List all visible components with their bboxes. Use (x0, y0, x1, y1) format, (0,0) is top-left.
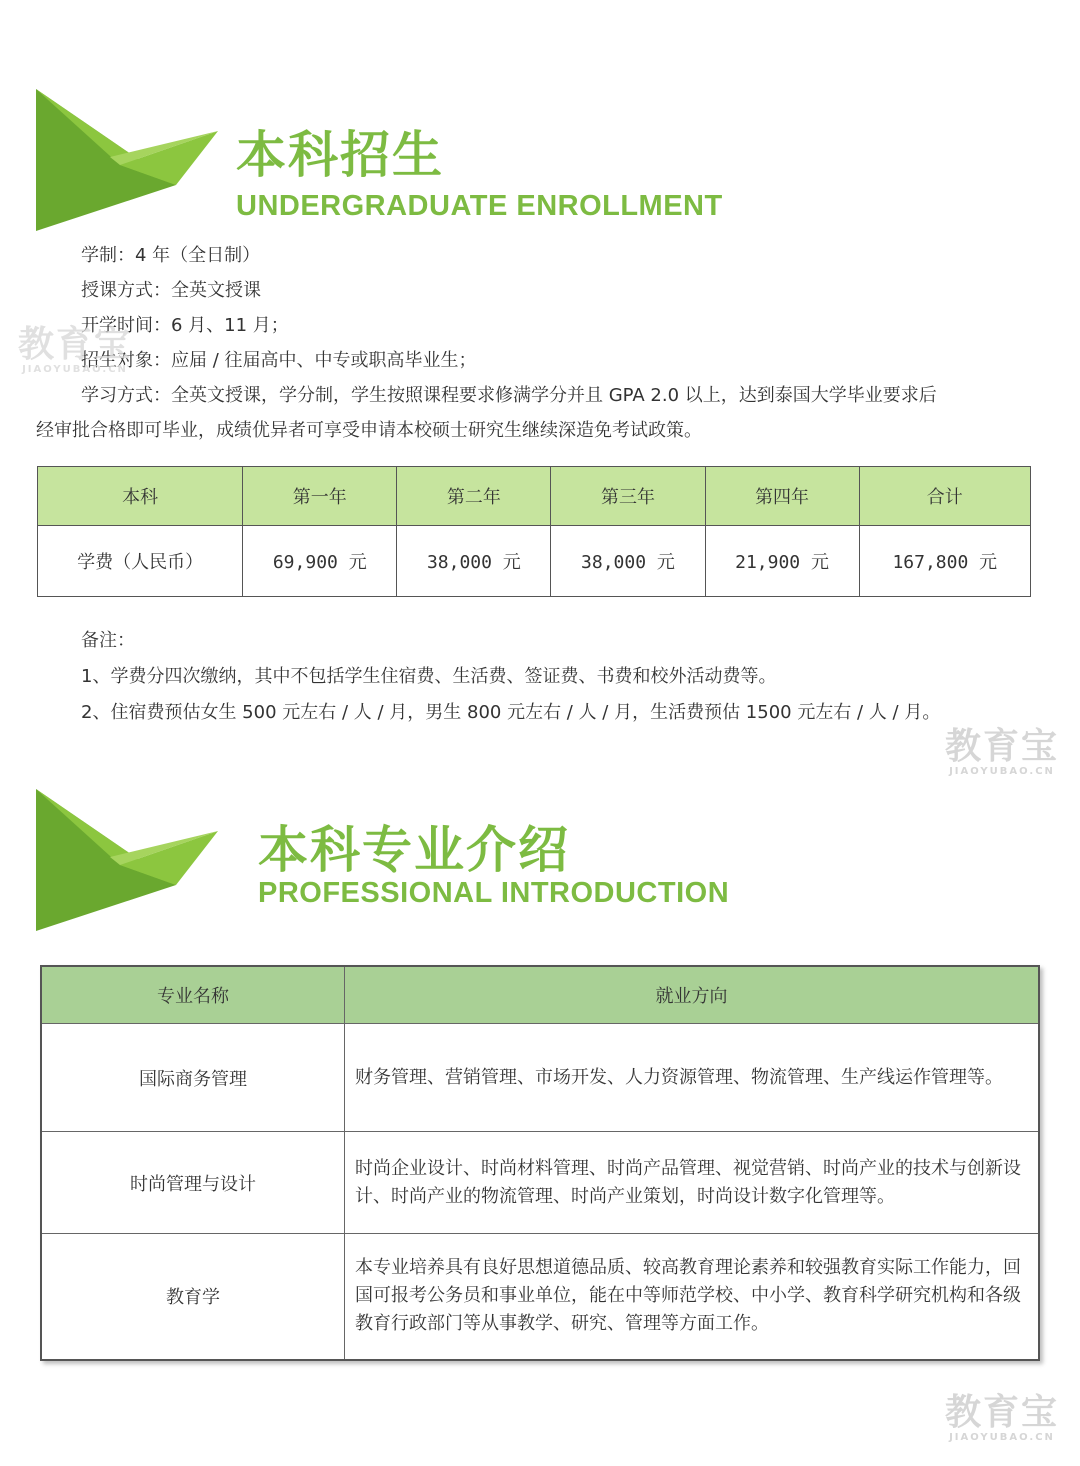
note-item: 1、学费分四次缴纳，其中不包括学生住宿费、生活费、签证费、书费和校外活动费等。 (81, 666, 777, 687)
table-row (41, 1234, 1039, 1360)
header-cell: 第一年 (243, 467, 397, 526)
fee-year4: 21,900 元 (705, 526, 859, 597)
header-cell: 第三年 (551, 467, 705, 526)
section-subtitle: PROFESSIONAL INTRODUCTION (258, 877, 730, 909)
tuition-table (37, 466, 1031, 597)
major-career: 时尚企业设计、时尚材料管理、时尚产品管理、视觉营销、时尚产业的技术与创新设计、时尚产业的物流管理、时尚产业策划，时尚设计数字化管理等。 (345, 1132, 1040, 1234)
header-cell: 第二年 (397, 467, 551, 526)
header-cell: 就业方向 (345, 966, 1040, 1024)
header-cell: 专业名称 (41, 966, 345, 1024)
major-career: 本专业培养具有良好思想道德品质、较高教育理论素养和较强教育实际工作能力，回国可报考公务员和事业单位，能在中等师范学校、中小学、教育科学研究机构和各级教育行政部门等从事教学、研究、管理等方面工作。 (345, 1234, 1040, 1360)
section-header-enrollment (0, 85, 800, 235)
notes (36, 623, 1036, 731)
major-name: 教育学 (41, 1234, 345, 1360)
section-subtitle: UNDERGRADUATE ENROLLMENT (236, 190, 723, 222)
row-label: 学费（人民币） (38, 526, 243, 597)
section-header-majors (0, 785, 800, 935)
majors-table (40, 965, 1040, 1361)
info-start-time: 开学时间：6 月、11 月； (81, 315, 289, 336)
fee-year2: 38,000 元 (397, 526, 551, 597)
info-target: 招生对象：应届 / 往届高中、中专或职高毕业生； (81, 350, 477, 371)
table-header-row (41, 966, 1039, 1024)
watermark-logo (18, 326, 132, 375)
green-arrow-icon (0, 85, 230, 235)
info-study-mode-cont: 经审批合格即可毕业，成绩优异者可享受申请本校硕士研究生继续深造免考试政策。 (36, 420, 702, 441)
watermark-brand: 教育宝 (945, 1392, 1060, 1433)
info-teaching-mode: 授课方式：全英文授课 (81, 280, 261, 301)
enrollment-info (36, 238, 1036, 448)
header-cell: 本科 (38, 467, 243, 526)
fee-year3: 38,000 元 (551, 526, 705, 597)
table-header-row (38, 467, 1031, 526)
watermark-logo (945, 728, 1059, 777)
watermark-url: JIAOYUBAO.CN (949, 1432, 1055, 1443)
major-career: 财务管理、营销管理、市场开发、人力资源管理、物流管理、生产线运作管理等。 (345, 1024, 1040, 1132)
info-study-mode: 学习方式：全英文授课，学分制，学生按照课程要求修满学分并且 GPA 2.0 以上，达到泰国大学毕业要求后 (81, 385, 937, 406)
header-cell: 合计 (859, 467, 1030, 526)
watermark-brand: 教育宝 (945, 726, 1060, 767)
watermark-url: JIAOYUBAO.CN (22, 364, 128, 375)
watermark-url: JIAOYUBAO.CN (949, 766, 1055, 777)
major-name: 时尚管理与设计 (41, 1132, 345, 1234)
section-title: 本科专业介绍 (258, 821, 570, 879)
table-row (38, 526, 1031, 597)
note-item: 2、住宿费预估女生 500 元左右 / 人 / 月，男生 800 元左右 / 人 / 月，生活费预估 1500 元左右 / 人 / 月。 (81, 702, 941, 723)
major-name: 国际商务管理 (41, 1024, 345, 1132)
watermark-brand: 教育宝 (18, 324, 133, 365)
fee-total: 167,800 元 (859, 526, 1030, 597)
notes-title: 备注： (81, 630, 135, 651)
watermark-logo (945, 1394, 1059, 1443)
header-cell: 第四年 (705, 467, 859, 526)
fee-year1: 69,900 元 (243, 526, 397, 597)
section-title: 本科招生 (236, 126, 444, 184)
green-arrow-icon (0, 785, 230, 935)
table-row (41, 1132, 1039, 1234)
table-row (41, 1024, 1039, 1132)
info-duration: 学制：4 年（全日制） (81, 245, 261, 266)
